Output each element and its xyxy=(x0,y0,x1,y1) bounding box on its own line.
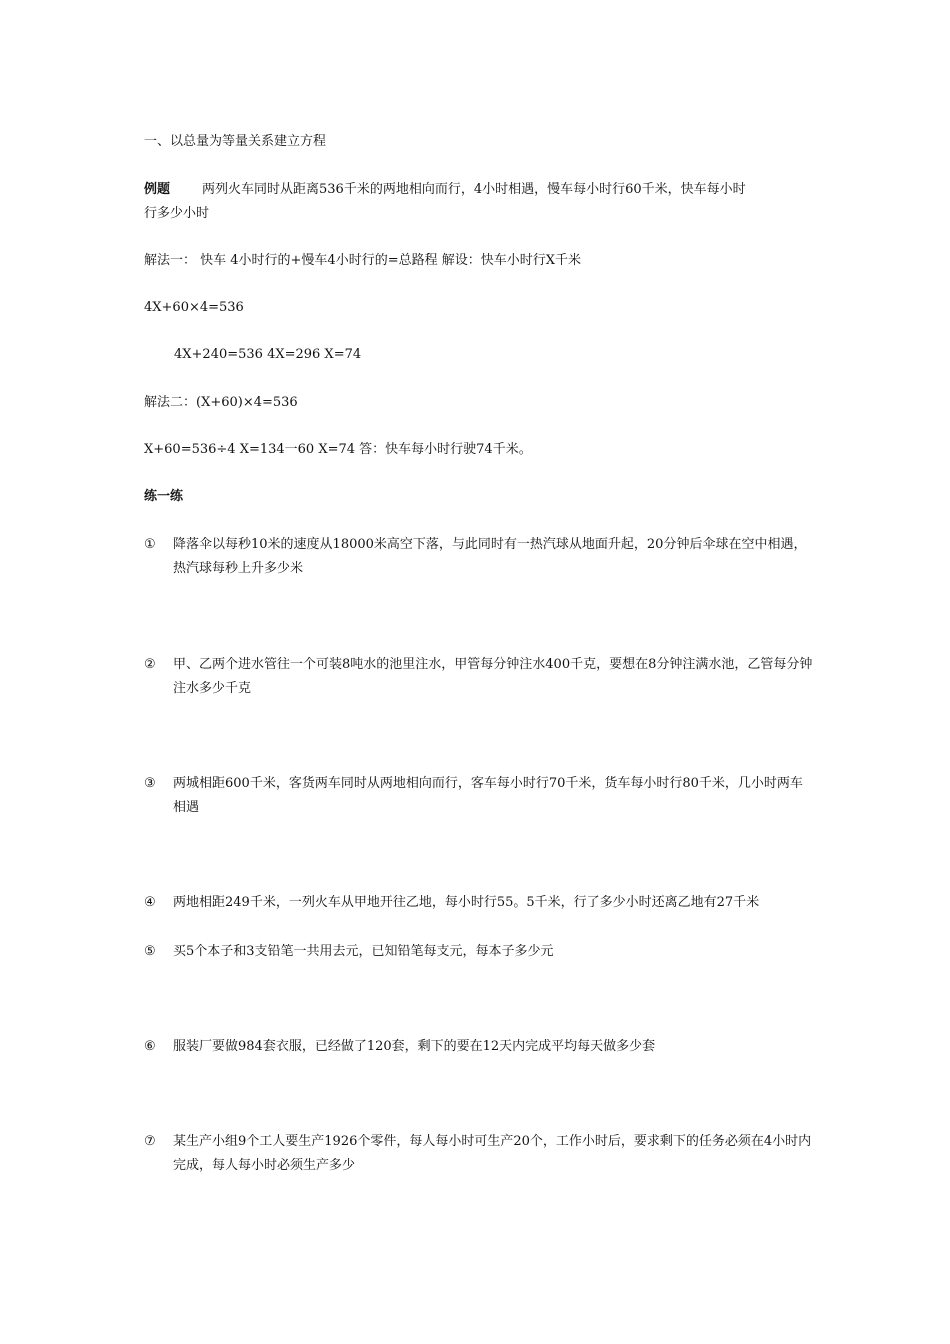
example-text-continued: 行多少小时 xyxy=(144,206,210,221)
solution1-line2: 4X+60×4=536 xyxy=(144,300,244,315)
problem-number: ② xyxy=(144,657,156,672)
solution1-line3: 4X+240=536 4X=296 X=74 xyxy=(174,347,362,362)
problem-text: 某生产小组9个工人要生产1926个零件，每人每小时可生产20个，工作小时后，要求剩下的任务必须在4小时内完成，每人每小时必须生产多少 xyxy=(173,1134,812,1173)
problem-item xyxy=(144,1130,814,1178)
problem-item xyxy=(144,891,814,915)
solution2-line1: 解法二：(X+60)×4=536 xyxy=(144,395,298,410)
solution2-line2: X+60=536÷4 X=134一60 X=74 答：快车每小时行驶74千米。 xyxy=(144,442,532,457)
problem-text: 两城相距600千米，客货两车同时从两地相向而行，客车每小时行70千米，货车每小时行80千米，几小时两车相遇 xyxy=(173,776,803,815)
section-title: 一、以总量为等量关系建立方程 xyxy=(144,134,327,149)
problem-number: ③ xyxy=(144,776,156,791)
example-text: 两列火车同时从距离536千米的两地相向而行，4小时相遇，慢车每小时行60千米，快车每小时 xyxy=(202,182,746,197)
problem-item xyxy=(144,533,814,581)
problem-text: 买5个本子和3支铅笔一共用去元，已知铅笔每支元，每本子多少元 xyxy=(173,944,554,959)
problem-number: ① xyxy=(144,537,156,552)
problem-text: 两地相距249千米，一列火车从甲地开往乙地，每小时行55。5千米，行了多少小时还离乙地有27千米 xyxy=(173,895,760,910)
problem-text: 降落伞以每秒10米的速度从18000米高空下落，与此同时有一热汽球从地面升起，20分钟后伞球在空中相遇，热汽球每秒上升多少米 xyxy=(173,537,807,576)
example-label: 例题 xyxy=(144,182,171,197)
example-first-line xyxy=(144,181,746,199)
problem-text: 服装厂要做984套衣服，已经做了120套，剩下的要在12天内完成平均每天做多少套 xyxy=(173,1039,656,1054)
problem-number: ⑥ xyxy=(144,1039,156,1054)
problem-text: 甲、乙两个进水管往一个可装8吨水的池里注水，甲管每分钟注水400千克，要想在8分钟注满水池，乙管每分钟注水多少千克 xyxy=(173,657,813,696)
problem-item xyxy=(144,1035,814,1059)
problem-item xyxy=(144,772,814,820)
problem-number: ⑤ xyxy=(144,944,156,959)
problem-number: ④ xyxy=(144,895,156,910)
problem-item xyxy=(144,653,814,701)
problem-item xyxy=(144,940,814,964)
solution1-line1: 解法一： 快车 4小时行的+慢车4小时行的=总路程 解设：快车小时行X千米 xyxy=(144,253,581,268)
problem-number: ⑦ xyxy=(144,1134,156,1149)
practice-title: 练一练 xyxy=(144,489,184,504)
